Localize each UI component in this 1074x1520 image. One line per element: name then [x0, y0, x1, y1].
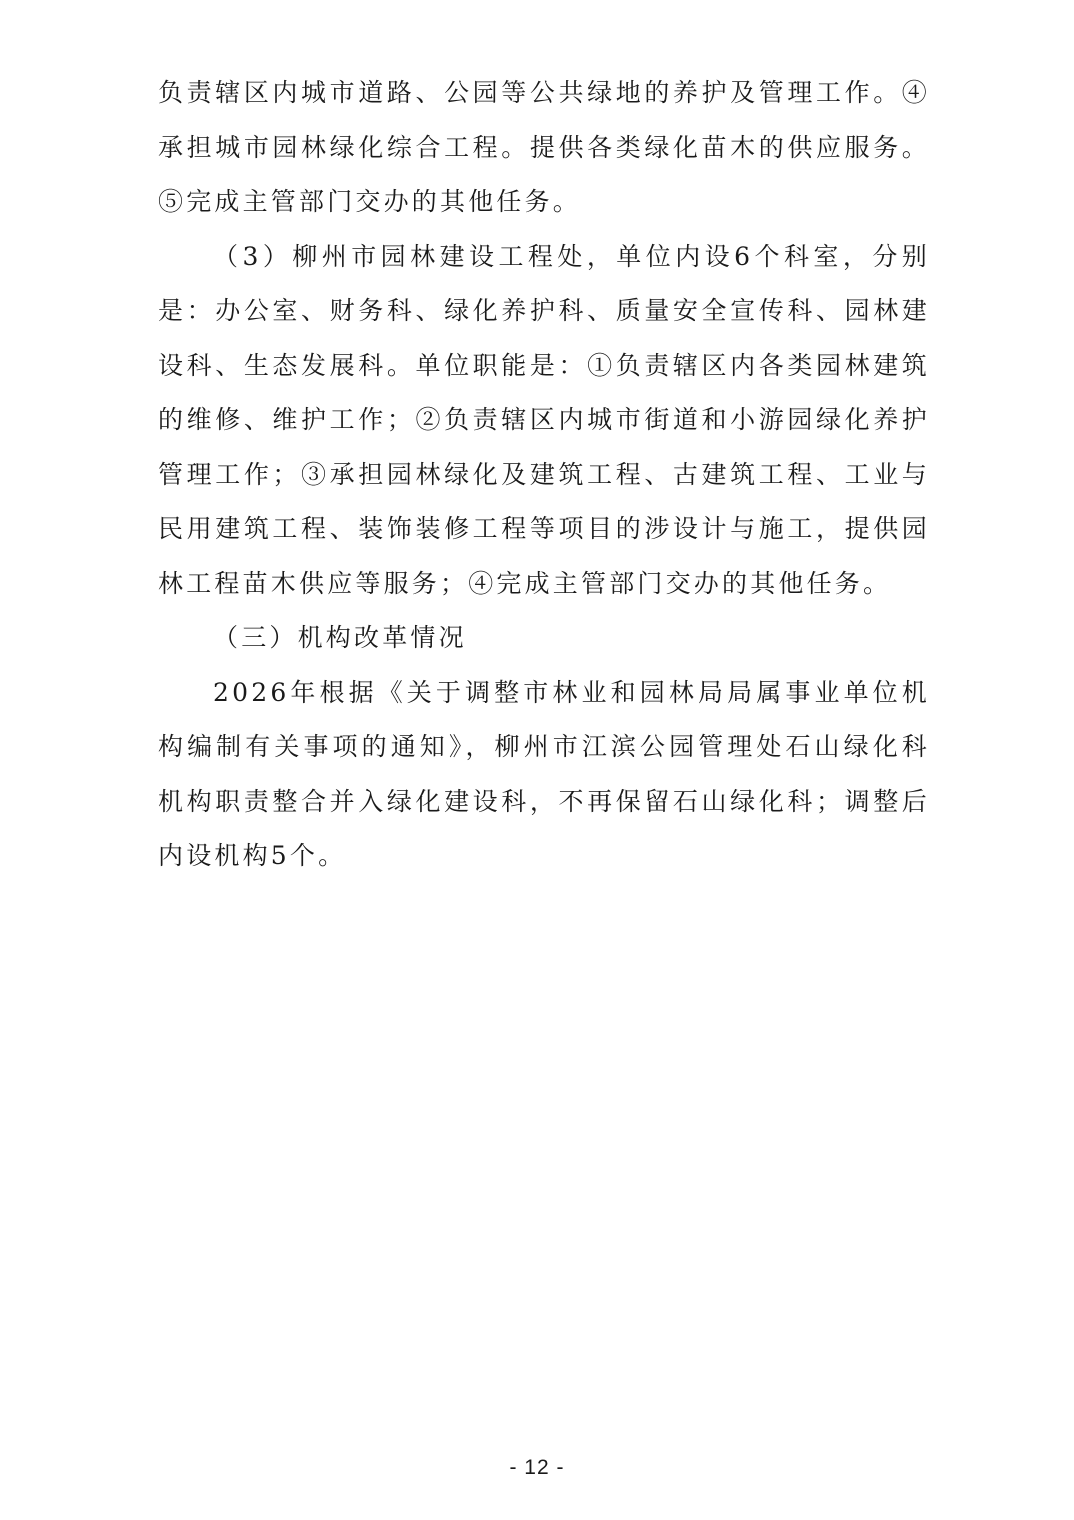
paragraph-reform-details: 2026年根据《关于调整市林业和园林局局属事业单位机构编制有关事项的通知》，柳州市江滨公园管理处石山绿化科机构职责整合并入绿化建设科，不再保留石山绿化科；调整后内设机构5个。 — [158, 677, 930, 870]
page-number: - 12 - — [509, 1456, 565, 1479]
section-heading-reform: （三）机构改革情况 — [213, 623, 467, 652]
paragraph-construction-office: （3）柳州市园林建设工程处，单位内设6个科室，分别是：办公室、财务科、绿化养护科、质量安全宣传科、园林建设科、生态发展科。单位职能是：①负责辖区内各类园林建筑的维修、维护工作；②负责辖区内城市街道和小游园绿化养护管理工作；③承担园林绿化及建筑工程、古建筑工程、工业与民用建筑工程、装饰装修工程等项目的涉设计与施工，提供园林工程苗木供应等服务；④完成主管部门交办的其他任务。 — [158, 241, 930, 598]
document-body — [158, 66, 930, 884]
paragraph-continued-duties: 负责辖区内城市道路、公园等公共绿地的养护及管理工作。④承担城市园林绿化综合工程。提供各类绿化苗木的供应服务。⑤完成主管部门交办的其他任务。 — [158, 78, 930, 216]
